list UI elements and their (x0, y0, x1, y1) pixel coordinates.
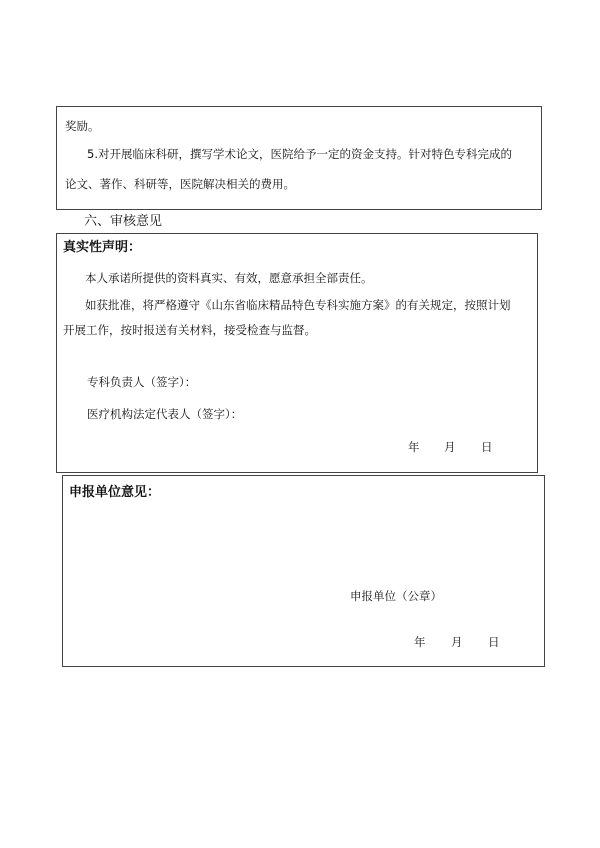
specialty-head-signature-label: 专科负责人（签字）： (87, 375, 197, 389)
truth-statement-title: 真实性声明： (63, 240, 142, 255)
applicant-date-day: 日 (488, 635, 500, 649)
incentive-box (56, 106, 542, 210)
truth-statement-para-2-line-2: 开展工作，按时报送有关材料，接受检查与监督。 (63, 323, 316, 337)
truth-date-month: 月 (444, 440, 456, 454)
incentive-line-2: 5.对开展临床科研，撰写学术论文，医院给予一定的资金支持。针对特色专科完成的 (87, 147, 512, 161)
incentive-line-3: 论文、著作、科研等，医院解决相关的费用。 (65, 177, 295, 191)
section-six-heading: 六、审核意见 (84, 214, 163, 229)
applicant-date-year: 年 (414, 635, 426, 649)
truth-date-year: 年 (408, 440, 420, 454)
applicant-date-month: 月 (451, 635, 463, 649)
applicant-opinion-title: 申报单位意见： (69, 485, 161, 500)
truth-statement-box (56, 233, 538, 473)
applicant-opinion-box (62, 475, 545, 667)
truth-statement-para-2-line-1: 如获批准，将严格遵守《山东省临床精品特色专科实施方案》的有关规定，按照计划 (85, 298, 511, 312)
applicant-unit-seal-label: 申报单位（公章） (350, 589, 442, 603)
truth-statement-para-1: 本人承诺所提供的资料真实、有效，愿意承担全部责任。 (85, 271, 373, 285)
legal-representative-signature-label: 医疗机构法定代表人（签字）： (87, 407, 243, 421)
truth-date-day: 日 (481, 440, 493, 454)
incentive-line-1: 奖励。 (65, 119, 100, 133)
